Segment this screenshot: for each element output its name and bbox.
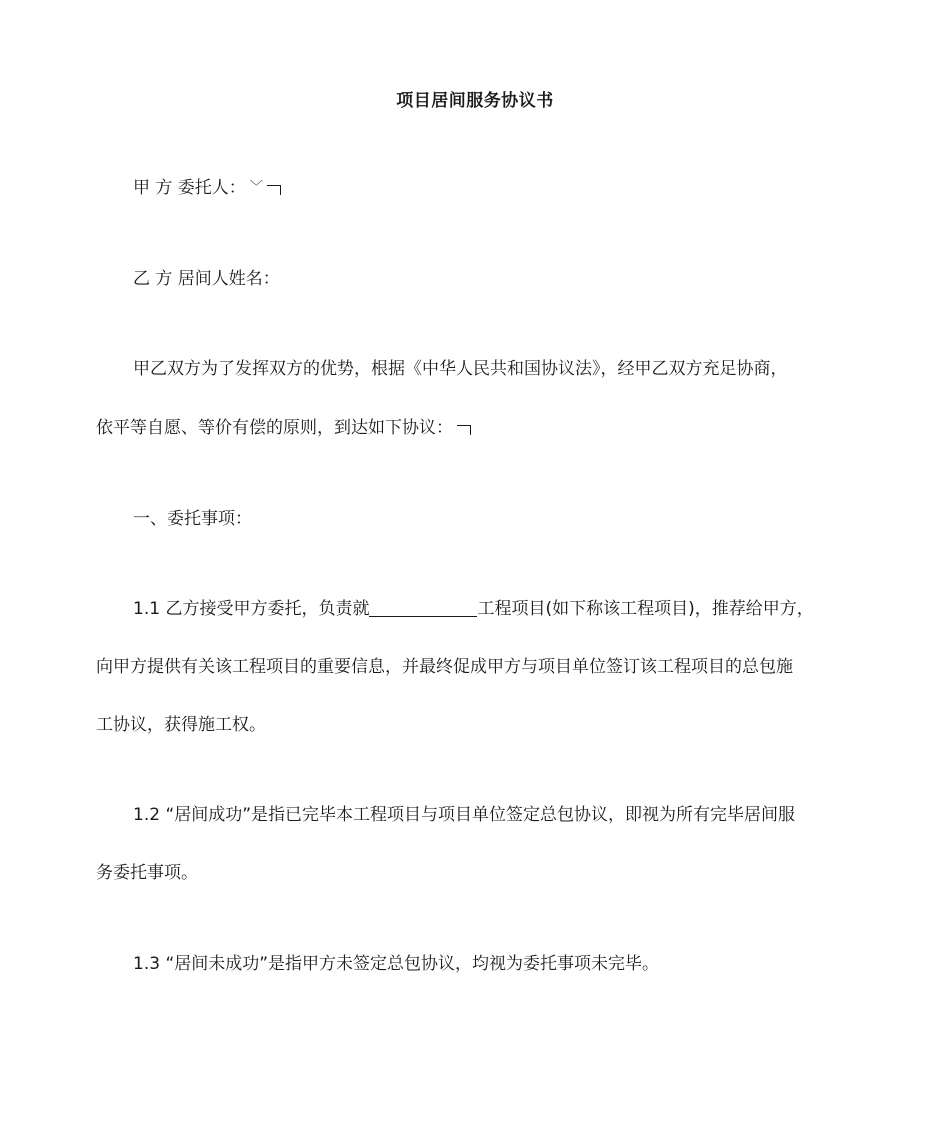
chevron-mark-icon: ﹀: [249, 180, 263, 195]
document-title: 项目居间服务协议书: [396, 91, 554, 111]
party-a-line: [133, 176, 281, 200]
section-1-heading: 一、委托事项：: [133, 509, 252, 529]
item-1-2-line-2: 务委托事项。: [96, 863, 198, 883]
item-1-1-prefix: 1.1 乙方接受甲方委托，负责就: [133, 599, 370, 619]
item-1-2-line-1: 1.2 “居间成功”是指已完毕本工程项目与项目单位签定总包协议，即视为所有完毕居间服: [133, 805, 796, 825]
party-a-label: 甲 方 委托人：: [133, 178, 246, 198]
item-1-1-line-2: 向甲方提供有关该工程项目的重要信息，并最终促成甲方与项目单位签订该工程项目的总包施: [96, 657, 793, 677]
item-1-1-suffix: 工程项目(如下称该工程项目)，推荐给甲方，: [477, 599, 814, 619]
party-b-label: 乙 方 居间人姓名：: [133, 269, 280, 289]
party-b-line: [133, 267, 280, 291]
paragraph-mark-icon: [267, 185, 281, 195]
project-name-blank: [369, 598, 477, 617]
intro-line-2-text: 依平等自愿、等价有偿的原则，到达如下协议：: [96, 418, 453, 438]
intro-line-1: 甲乙双方为了发挥双方的优势，根据《中华人民共和国协议法》，经甲乙双方充足协商，: [133, 359, 788, 379]
intro-line-2: [96, 416, 471, 440]
item-1-1-line-1: [133, 597, 814, 621]
item-1-3-line-1: 1.3 “居间未成功”是指甲方未签定总包协议，均视为委托事项未完毕。: [133, 954, 660, 974]
item-1-1-line-3: 工协议，获得施工权。: [96, 715, 266, 735]
paragraph-mark-icon: [457, 425, 471, 435]
